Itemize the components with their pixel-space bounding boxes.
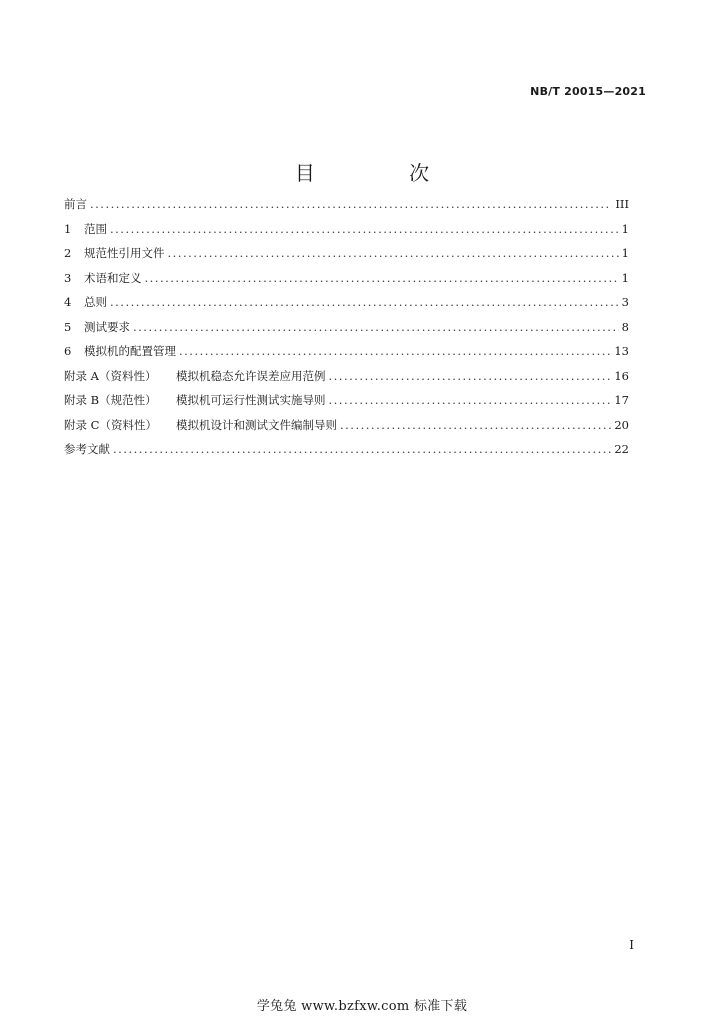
toc-entry[interactable] (64, 196, 629, 221)
toc-entry-label: 模拟机的配置管理 (84, 344, 176, 358)
toc-leader-dots (90, 197, 612, 211)
toc-leader-dots (145, 271, 619, 285)
toc-entry[interactable] (64, 319, 629, 344)
toc-entry[interactable] (64, 221, 629, 246)
toc-entry-label: 模拟机稳态允许误差应用范例 (176, 368, 326, 383)
toc-entry[interactable] (64, 343, 629, 368)
toc-entry-page: 3 (621, 295, 629, 309)
toc-leader-dots (329, 369, 612, 383)
toc-entry-number: 3 (64, 270, 72, 285)
toc-entry-label: 参考文献 (64, 442, 110, 456)
toc-entry[interactable] (64, 392, 629, 417)
toc-entry-page: 22 (614, 442, 629, 456)
page-number: I (629, 938, 634, 952)
toc-entry-label: 测试要求 (84, 319, 130, 334)
toc-entry-label: 模拟机设计和测试文件编制导则 (176, 417, 337, 432)
table-of-contents (64, 196, 629, 466)
toc-entry-page: 20 (614, 417, 629, 432)
document-code: NB/T 20015—2021 (530, 85, 646, 98)
toc-leader-dots (133, 320, 619, 334)
toc-entry-number: 5 (64, 319, 72, 334)
toc-leader-dots (168, 246, 619, 260)
toc-leader-dots (110, 295, 619, 309)
toc-entry-page: 8 (621, 319, 629, 334)
toc-entry-number: 1 (64, 221, 72, 236)
toc-leader-dots (329, 393, 612, 407)
toc-entry-page: 13 (614, 344, 629, 358)
toc-entry-label: 模拟机可运行性测试实施导则 (176, 393, 326, 407)
toc-entry-number: 2 (64, 246, 72, 260)
toc-entry[interactable] (64, 441, 629, 466)
toc-entry[interactable] (64, 368, 629, 393)
footer-watermark: 学兔兔 www.bzfxw.com 标准下载 (256, 999, 468, 1014)
toc-entry-annex: 附录 C（资料性） (64, 417, 157, 432)
toc-entry-page: 1 (621, 246, 629, 260)
toc-entry-number: 4 (64, 295, 72, 309)
toc-entry-page: 17 (614, 393, 629, 407)
toc-entry-page: 16 (614, 368, 629, 383)
toc-entry[interactable] (64, 245, 629, 270)
toc-entry-label: 总则 (84, 295, 107, 309)
toc-leader-dots (179, 344, 611, 358)
toc-entry-annex: 附录 A（资料性） (64, 368, 157, 383)
toc-leader-dots (340, 418, 611, 432)
toc-entry[interactable] (64, 294, 629, 319)
toc-entry-page: 1 (621, 221, 629, 236)
toc-entry-page: III (615, 197, 629, 211)
toc-entry-label: 范围 (84, 221, 107, 236)
toc-entry-label: 规范性引用文件 (84, 246, 165, 260)
toc-entry[interactable] (64, 417, 629, 442)
toc-entry-number: 6 (64, 344, 72, 358)
toc-entry-annex: 附录 B（规范性） (64, 393, 157, 407)
toc-leader-dots (113, 442, 611, 456)
toc-entry[interactable] (64, 270, 629, 295)
toc-title: 目 次 (294, 161, 474, 186)
toc-leader-dots (110, 222, 619, 236)
toc-entry-label: 术语和定义 (84, 270, 142, 285)
toc-entry-label: 前言 (64, 197, 87, 211)
toc-entry-page: 1 (621, 270, 629, 285)
